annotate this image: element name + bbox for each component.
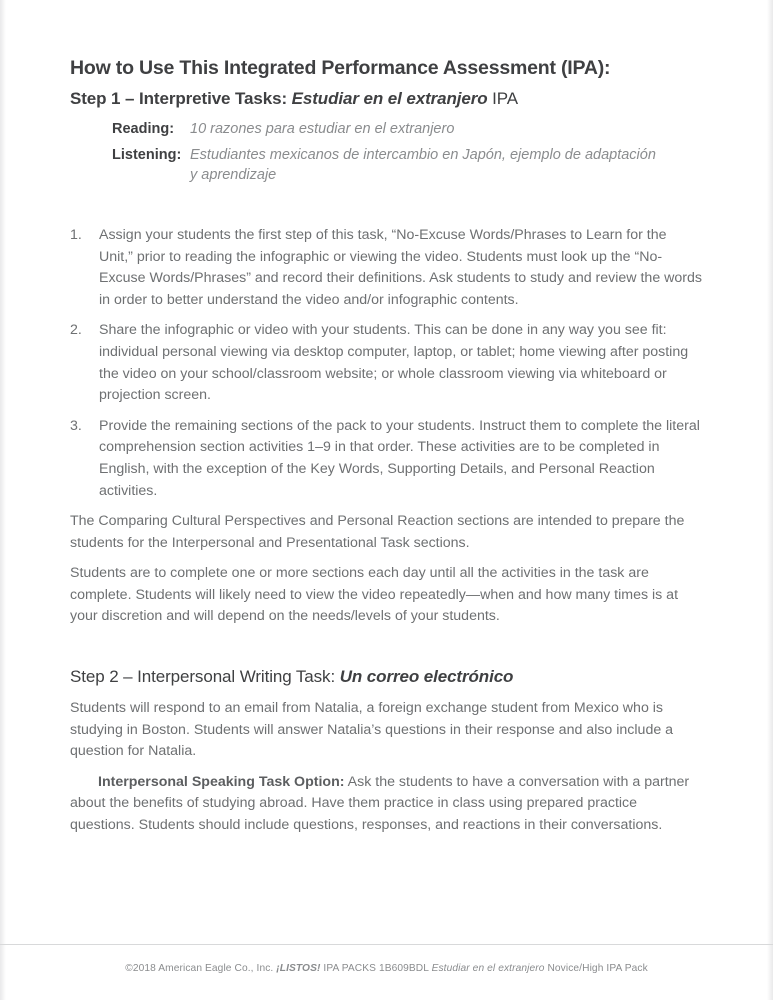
interpretive-sources bbox=[70, 120, 703, 185]
list-item bbox=[70, 416, 703, 502]
paragraph-speaking-option bbox=[70, 772, 703, 837]
list-item bbox=[70, 225, 703, 311]
footer-title: Estudiar en el extranjero bbox=[431, 963, 545, 974]
reading-title: 10 razones para estudiar en el extranjero bbox=[190, 121, 455, 138]
page-edge-left bbox=[0, 0, 6, 1000]
paragraph-step-2: Students will respond to an email from Natalia, a foreign exchange student from Mexico who is studying in Boston. Students will answer Natalia’s questions in their response and also include a question for Natalia. bbox=[70, 700, 674, 760]
spacer bbox=[70, 191, 703, 225]
speaking-option-lead: Interpersonal Speaking Task Option: bbox=[98, 773, 345, 790]
page-footer bbox=[0, 963, 773, 974]
footer-brand: ¡LISTOS! bbox=[276, 963, 321, 974]
list-item-text: Provide the remaining sections of the pack to your students. Instruct them to complete the literal comprehension section activities 1–9 in that order. These activities are to be completed in English, with the exception of the Key Words, Supporting Details, and Personal Reaction activities. bbox=[99, 417, 700, 499]
footer-packs: IPA PACKS 1B609BDL bbox=[320, 963, 432, 974]
list-item bbox=[70, 320, 703, 406]
paragraph-pacing: Students are to complete one or more sections each day until all the activities in the task are complete. Students will likely need to view the video repeatedly—when and how many times is at your discretion and will depend on the needs/levels of your students. bbox=[70, 565, 679, 625]
step-2-heading-italic: Un correo electrónico bbox=[339, 666, 514, 686]
instruction-list bbox=[70, 225, 703, 502]
step-1-heading bbox=[70, 88, 703, 110]
listening-title: Estudiantes mexicanos de intercambio en Japón, ejemplo de adaptación y aprendizaje bbox=[190, 147, 656, 183]
speaking-option-text: Ask the students to have a conversation with a partner about the benefits of studying abroad. Have them practice in class using prepared practice questions. Students should include questions, responses, and reactions in their conversations. bbox=[70, 773, 690, 833]
reading-label: Reading: bbox=[112, 121, 175, 138]
list-item-number: 1. bbox=[70, 227, 82, 244]
step-1-heading-prefix: Step 1 – Interpretive Tasks: bbox=[70, 89, 292, 109]
list-item-text: Assign your students the first step of this task, “No-Excuse Words/Phrases to Learn for the Unit,” prior to reading the infographic or viewing the video. Students must look up the “No-Excuse Words/Phrases” and record their definitions. Ask students to study and review the words in order to better understand the video and/or infographic contents. bbox=[99, 227, 703, 308]
list-item-text: Share the infographic or video with your students. This can be done in any way you see fit: individual personal viewing via desktop computer, laptop, or tablet; home viewing after posting the video on your school/classroom website; or whole classroom viewing via whiteboard or projection screen. bbox=[99, 322, 689, 404]
listening-label: Listening: bbox=[112, 147, 182, 164]
footer-tail: Novice/High IPA Pack bbox=[544, 963, 648, 974]
step-2-heading bbox=[70, 666, 703, 688]
source-row-listening bbox=[70, 146, 703, 185]
page-title: How to Use This Integrated Performance Assessment (IPA): bbox=[70, 57, 611, 79]
footer-divider bbox=[0, 944, 773, 945]
step-1-heading-italic: Estudiar en el extranjero bbox=[291, 89, 488, 109]
list-item-number: 3. bbox=[70, 417, 82, 434]
page-edge-right bbox=[767, 0, 773, 1000]
footer-copyright: ©2018 American Eagle Co., Inc. bbox=[125, 963, 277, 974]
source-row-reading bbox=[70, 120, 703, 140]
spacer bbox=[70, 640, 703, 666]
paragraph-comparing-perspectives: The Comparing Cultural Perspectives and Personal Reaction sections are intended to prepare the students for the Interpersonal and Presentational Task sections. bbox=[70, 513, 685, 551]
step-2-heading-prefix: Step 2 – Interpersonal Writing Task: bbox=[70, 666, 340, 686]
list-item-number: 2. bbox=[70, 322, 82, 339]
step-1-heading-suffix: IPA bbox=[487, 89, 519, 109]
